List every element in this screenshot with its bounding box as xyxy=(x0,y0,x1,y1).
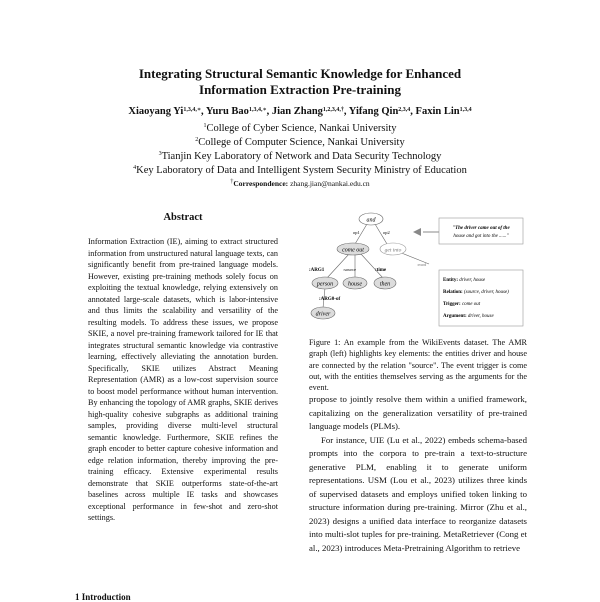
sentence-line-2: house and got into the ......" xyxy=(453,234,509,239)
node-driver-label: driver xyxy=(315,311,331,318)
correspondence-line: †Correspondence: zhang.jian@nankai.edu.cn xyxy=(230,179,370,188)
edge-mod: :mod xyxy=(417,262,427,267)
info-trigger: Trigger: come out xyxy=(443,302,481,307)
edge-op2: op2 xyxy=(383,230,390,235)
amr-edges xyxy=(323,224,429,308)
edge-time: :time xyxy=(375,268,387,273)
node-and-label: and xyxy=(366,217,376,224)
author: Faxin Lin$^{1,3,4}$ xyxy=(415,106,472,117)
affiliation: $^1$College of Cyber Science, Nankai University xyxy=(203,123,397,134)
intro-body-right xyxy=(309,393,527,555)
correspondence-email[interactable]: zhang.jian@nankai.edu.cn xyxy=(290,179,370,188)
abstract-text: Information Extraction (IE), aiming to extract structured information from unstructured natural language texts, can significantly benefit from pre-trained language models. However, existing pre-training methods solely focus on exploiting the textual knowledge, relying extensively on annotated large-scale datasets, which is labor-intensive and thus limits the scalability and versatility of the resulting models. To address these issues, we propose SKIE, a novel pre-training framework tailored for IE that integrates structural semantic knowledge via contrastive learning, effectively alleviating the annotation burden. Specifically, SKIE utilizes Abstract Meaning Representation (AMR) as a low-cost supervision source to boost model performance without human intervention. By enhancing the topology of AMR graphs, SKIE derives high-quality cohesive subgraphs as additional training samples, providing diverse multi-level structural semantic knowledge. Furthermore, SKIE refines the graph encoder to better capture cohesive information and edge relation information, thereby improving the pre-training efficacy. Extensive experimental results demonstrate that SKIE outperforms state-of-the-art baselines across multiple IE tasks and showcases exceptional performance in few-shot and zero-shot settings. xyxy=(88,237,278,522)
sentence-box xyxy=(439,218,523,244)
node-then-label: then xyxy=(379,281,391,288)
author: Xiaoyang $Yi^{1,3,4,∗}$ xyxy=(128,106,201,117)
title-line-1: Integrating Structural Semantic Knowledge for Enhanced xyxy=(138,66,462,81)
author: Jian Zhang$^{1,2,3,4,\dagger}$ xyxy=(271,106,344,117)
edge-source: :source xyxy=(343,267,356,272)
figure-1-amr-graph xyxy=(303,202,525,330)
edge-op1: op1 xyxy=(353,230,360,235)
info-argument: Argument: driver, house xyxy=(443,314,494,319)
title-line-2: Information Extraction Pre-training xyxy=(199,82,401,97)
arrow-left-icon xyxy=(413,228,421,236)
author-list: Xiaoyang $Yi^{1,3,4,∗}$, Yuru Bao$^{1,3,4,∗}$, Jian Zhang$^{1,2,3,4,\dagger}$, Yifang Qin$^{2,3,4}$, Faxin Lin$^{1,3,4}$ xyxy=(128,106,472,117)
abstract-heading: Abstract xyxy=(163,212,203,223)
node-person-label: person xyxy=(316,281,334,288)
section-heading-introduction: 1 Introduction xyxy=(75,592,131,602)
edge-arg0-of: :ARG0-of xyxy=(319,297,341,302)
figure-1-caption: Figure 1: An example from the WikiEvents dataset. The AMR graph (left) highlights key elements: the entities driver and house are connected by the relation "source". The event trigger is come out, with the entities themselves serving as the arguments for the event. xyxy=(309,338,527,393)
node-house-label: house xyxy=(348,281,362,288)
affiliation: $^2$College of Computer Science, Nankai University xyxy=(195,137,405,148)
affiliation: $^3$Tianjin Key Laboratory of Network and Data Security Technology xyxy=(158,151,442,162)
node-get-into-label: get into xyxy=(384,247,402,254)
body-paragraph: For instance, UIE (Lu et al., 2022) embeds schema-based prompts into the corpora to pre-train a text-to-structure generative PLM, enabling it to generate uniform representations. USM (Lou et al., 2023) utilizes three kinds of supervised datasets and employs unified token linking to structure information during pre-training. Mirror (Zhu et al., 2023) designs a unified data interface to reorganize datasets into multi-slot tuples for pre-training. MetaRetriever (Cong et al., 2023) introduces Meta-Pretraining Algorithm to retrieve xyxy=(309,434,527,553)
paper-title xyxy=(60,66,540,98)
sentence-line-1: "The driver came out of the xyxy=(452,226,510,231)
affiliation: $^4$Key Laboratory of Data and Intelligent System Security Ministry of Education xyxy=(133,165,467,176)
author: Yuru Bao$^{1,3,4,∗}$ xyxy=(205,106,267,117)
info-entity: Entity: driver, house xyxy=(443,278,486,283)
node-come-out-label: come out xyxy=(342,247,364,254)
body-paragraph: propose to jointly resolve them within a unified framework, capitalizing on the generalization versatility of pre-trained language models (PLMs). xyxy=(309,394,527,431)
edge-arg1: :ARG1 xyxy=(309,268,325,273)
info-relation: Relation: (source, driver, house) xyxy=(443,290,509,295)
author: Yifang Qin$^{2,3,4}$ xyxy=(348,106,411,117)
